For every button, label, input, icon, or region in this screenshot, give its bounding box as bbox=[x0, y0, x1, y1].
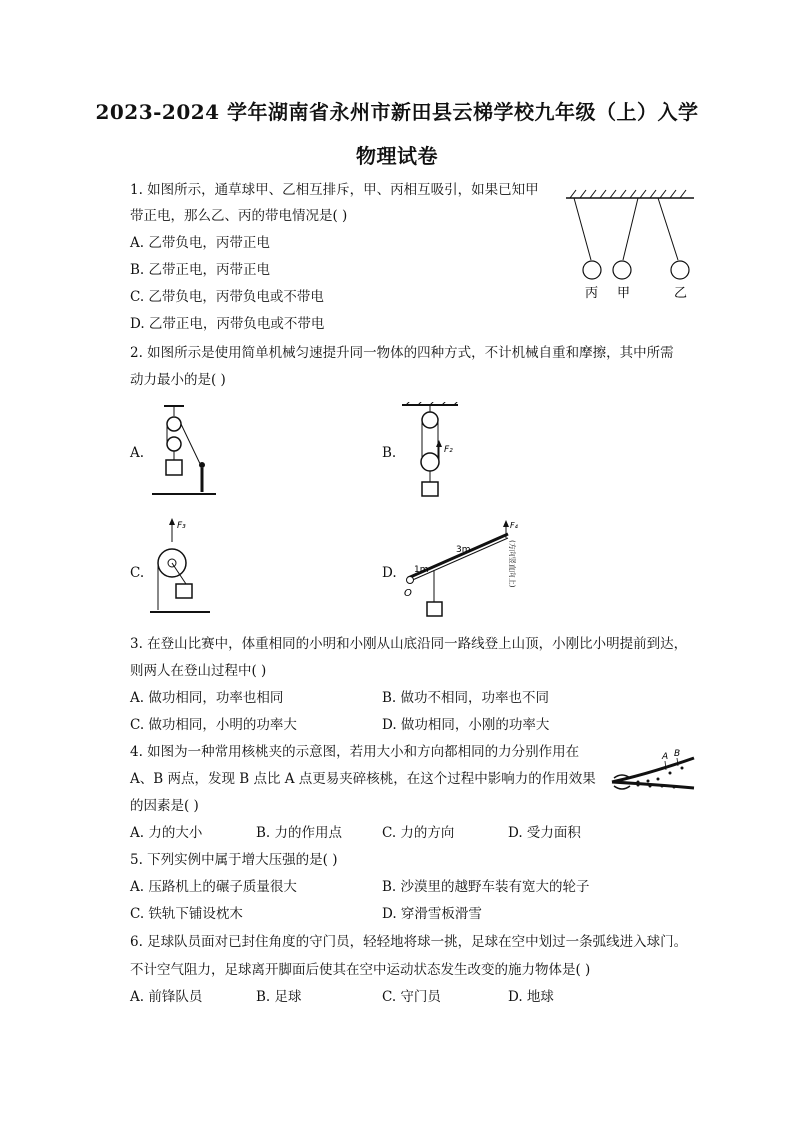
q2-label-a: A. bbox=[130, 445, 145, 461]
q2-label-b: B. bbox=[382, 445, 397, 461]
q2-b-force-label: F₂ bbox=[444, 445, 453, 455]
q5-option-b: B. 沙漠里的越野车装有宽大的轮子 bbox=[382, 879, 590, 895]
q4-nutcracker-figure bbox=[608, 748, 700, 800]
q4-point-a-label: A bbox=[662, 752, 669, 762]
q1-option-c: C. 乙带负电，丙带负电或不带电 bbox=[130, 289, 324, 305]
q2-stem-line1: 2. 如图所示是使用简单机械匀速提升同一物体的四种方式，不计机械自重和摩擦，其中所需 bbox=[130, 345, 674, 361]
q1-stem-line1: 1. 如图所示，通草球甲、乙相互排斥，甲、丙相互吸引，如果已知甲 bbox=[130, 182, 539, 198]
q2-figure-b-pulley-block bbox=[398, 402, 468, 506]
q1-label-yi: 乙 bbox=[674, 286, 688, 301]
q2-figure-a-pulley-block bbox=[150, 402, 220, 500]
exam-subtitle: 物理试卷 bbox=[356, 144, 438, 168]
q4-option-a: A. 力的大小 bbox=[130, 825, 203, 841]
q4-option-d: D. 受力面积 bbox=[508, 825, 581, 841]
q1-option-b: B. 乙带正电，丙带正电 bbox=[130, 262, 271, 278]
q3-option-c: C. 做功相同，小明的功率大 bbox=[130, 717, 297, 733]
q3-option-a: A. 做功相同，功率也相同 bbox=[130, 690, 284, 706]
q1-pith-balls-figure bbox=[560, 186, 700, 304]
q6-stem-line1: 6. 足球队员面对已封住角度的守门员，轻轻地将球一挑，足球在空中划过一条弧线进入球门。 bbox=[130, 934, 688, 950]
q5-option-c: C. 铁轨下铺设枕木 bbox=[130, 906, 243, 922]
q4-option-c: C. 力的方向 bbox=[382, 825, 455, 841]
q4-stem-line1: 4. 如图为一种常用核桃夹的示意图，若用大小和方向都相同的力分别作用在 bbox=[130, 744, 580, 760]
q3-option-d: D. 做功相同，小刚的功率大 bbox=[382, 717, 550, 733]
q2-d-pivot-label: O bbox=[404, 588, 412, 599]
q5-option-a: A. 压路机上的碾子质量很大 bbox=[130, 879, 297, 895]
q1-option-d: D. 乙带正电，丙带负电或不带电 bbox=[130, 316, 325, 332]
q6-option-a: A. 前锋队员 bbox=[130, 989, 203, 1005]
q4-option-b: B. 力的作用点 bbox=[256, 825, 343, 841]
q6-option-b: B. 足球 bbox=[256, 989, 302, 1005]
q6-option-c: C. 守门员 bbox=[382, 989, 441, 1005]
q6-option-d: D. 地球 bbox=[508, 989, 554, 1005]
q4-point-b-label: B bbox=[674, 749, 681, 759]
q2-c-force-label: F₃ bbox=[177, 521, 186, 531]
q2-figure-d-lever bbox=[398, 518, 528, 622]
q1-stem-line2: 带正电，那么乙、丙的带电情况是( ) bbox=[130, 208, 348, 224]
q1-label-jia: 甲 bbox=[617, 286, 631, 301]
q1-option-a: A. 乙带负电，丙带正电 bbox=[130, 235, 270, 251]
q2-stem-line2: 动力最小的是( ) bbox=[130, 372, 226, 388]
q3-stem-line1: 3. 在登山比赛中，体重相同的小明和小刚从山底沿同一路线登上山顶，小刚比小明提前到达， bbox=[130, 636, 688, 652]
q3-option-b: B. 做功不相同，功率也不同 bbox=[382, 690, 550, 706]
q4-stem-line3: 的因素是( ) bbox=[130, 798, 199, 814]
q5-option-d: D. 穿滑雪板滑雪 bbox=[382, 906, 482, 922]
q5-stem-line1: 5. 下列实例中属于增大压强的是( ) bbox=[130, 852, 338, 868]
q2-d-distance-3m: 3m bbox=[456, 545, 471, 555]
q2-label-c: C. bbox=[130, 565, 145, 581]
q2-figure-c-movable-pulley bbox=[148, 518, 218, 618]
q3-stem-line2: 则两人在登山过程中( ) bbox=[130, 663, 267, 679]
q2-label-d: D. bbox=[382, 565, 397, 581]
q2-d-direction-note: (方向竖直向上) bbox=[508, 540, 516, 588]
q2-d-distance-1m: 1m bbox=[414, 565, 429, 575]
q4-stem-line2: A、B 两点，发现 B 点比 A 点更易夹碎核桃，在这个过程中影响力的作用效果 bbox=[130, 771, 596, 787]
q1-label-bing: 丙 bbox=[585, 286, 599, 301]
q2-d-force-label: F₄ bbox=[510, 521, 518, 530]
q6-stem-line2: 不计空气阻力，足球离开脚面后使其在空中运动状态发生改变的施力物体是( ) bbox=[130, 962, 591, 978]
exam-title: 2023-2024 学年湖南省永州市新田县云梯学校九年级（上）入学 bbox=[95, 100, 699, 124]
